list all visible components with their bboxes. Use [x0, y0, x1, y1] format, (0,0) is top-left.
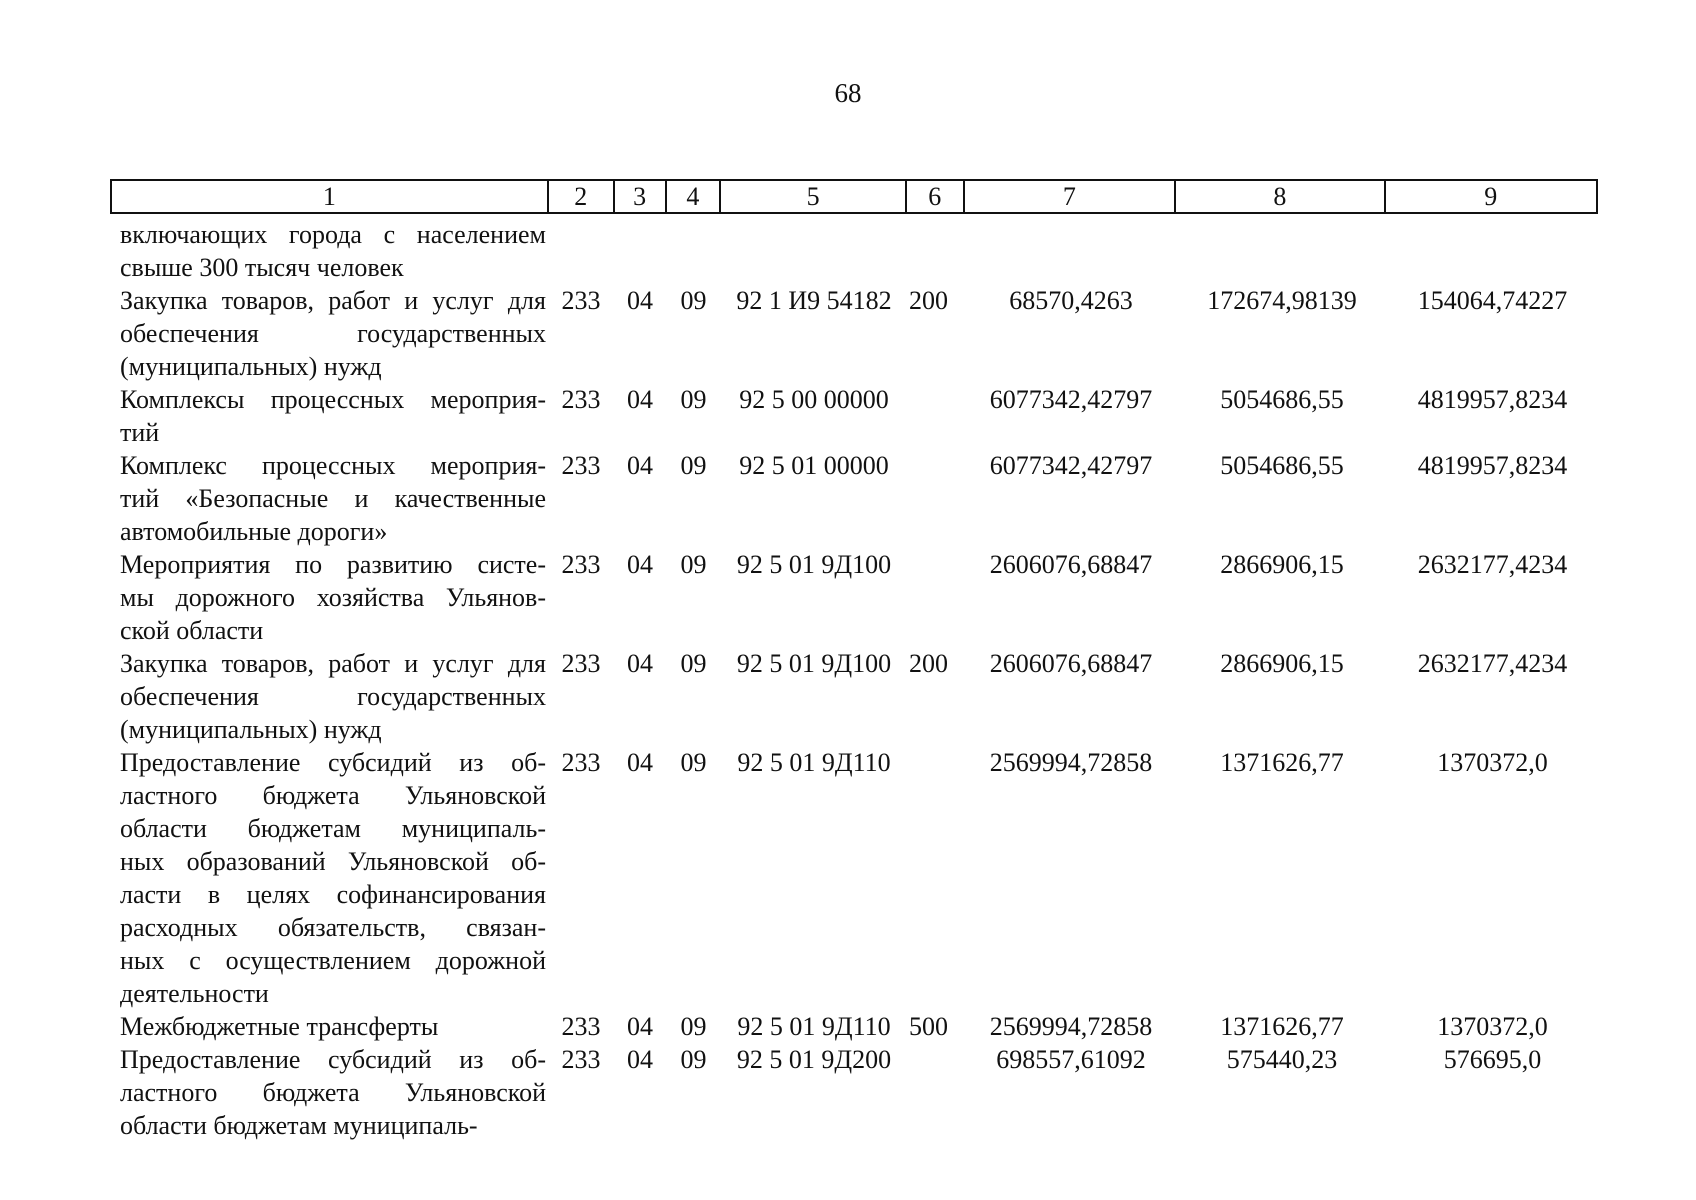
row-amount-col7: 2606076,68847	[989, 550, 1153, 579]
table-row	[110, 1010, 1598, 1043]
row-name-line: (муниципальных) нужд	[120, 715, 382, 744]
row-target-article: 92 1 И9 54182	[736, 286, 892, 315]
row-amount-col7: 2569994,72858	[989, 1012, 1153, 1041]
row-expense-type: 200	[909, 286, 948, 315]
row-name-line: области бюджетам муниципаль-	[120, 1111, 478, 1140]
header-col-2: 2	[549, 181, 615, 212]
table-row	[110, 284, 1598, 383]
header-col-8: 8	[1176, 181, 1385, 212]
row-name	[110, 383, 548, 449]
row-chapter-code: 233	[561, 286, 601, 315]
row-amount-col9: 1370372,0	[1437, 1012, 1548, 1041]
row-expense-type: 200	[909, 649, 948, 678]
row-section-code: 04	[627, 451, 653, 480]
row-amount-col9: 154064,74227	[1417, 286, 1568, 315]
row-chapter-code: 233	[561, 550, 601, 579]
row-target-article: 92 5 01 9Д110	[737, 748, 891, 777]
row-name	[110, 284, 548, 383]
header-col-1: 1	[112, 181, 549, 212]
row-name-line: автомобильные дороги»	[120, 517, 388, 546]
row-chapter-code: 233	[561, 1045, 601, 1074]
table-row	[110, 746, 1598, 1010]
row-amount-col8: 2866906,15	[1220, 649, 1344, 678]
row-subsection-code: 09	[680, 385, 707, 414]
row-amount-col9: 4819957,8234	[1417, 385, 1568, 414]
row-target-article: 92 5 01 9Д110	[737, 1012, 891, 1041]
table-row	[110, 218, 1598, 284]
header-col-3: 3	[615, 181, 667, 212]
row-name-line: обеспечения государственных	[120, 319, 546, 348]
row-subsection-code: 09	[680, 748, 707, 777]
row-amount-col8: 5054686,55	[1220, 385, 1344, 414]
row-name-line: Комплекс процессных мероприя-	[120, 451, 546, 480]
table-row	[110, 383, 1598, 449]
page-number: 68	[834, 78, 862, 108]
row-target-article: 92 5 01 9Д200	[736, 1045, 892, 1074]
row-target-article: 92 5 01 9Д100	[736, 550, 892, 579]
row-target-article: 92 5 01 00000	[739, 451, 889, 480]
row-name-line: обеспечения государственных	[120, 682, 546, 711]
row-amount-col7: 698557,61092	[996, 1045, 1146, 1074]
row-subsection-code: 09	[680, 286, 707, 315]
table-row	[110, 548, 1598, 647]
row-name-line: тий	[120, 418, 160, 447]
row-amount-col7: 6077342,42797	[989, 451, 1153, 480]
row-amount-col8: 172674,98139	[1207, 286, 1357, 315]
row-name	[110, 548, 548, 647]
row-name-line: Мероприятия по развитию систе-	[120, 550, 546, 579]
row-name	[110, 218, 548, 284]
row-name-line: расходных обязательств, связан-	[120, 913, 546, 942]
row-name-line: включающих города с населением	[120, 220, 546, 249]
row-target-article: 92 5 00 00000	[739, 385, 889, 414]
row-name-line: ластного бюджета Ульяновской	[120, 1078, 546, 1107]
row-name	[110, 746, 548, 1010]
table-row	[110, 647, 1598, 746]
row-amount-col7: 68570,4263	[1009, 286, 1133, 315]
row-section-code: 04	[627, 1012, 653, 1041]
row-name-line: (муниципальных) нужд	[120, 352, 382, 381]
row-amount-col9: 2632177,4234	[1417, 649, 1568, 678]
table-row	[110, 449, 1598, 548]
row-section-code: 04	[627, 550, 653, 579]
row-amount-col9: 2632177,4234	[1417, 550, 1568, 579]
row-name	[110, 1010, 548, 1043]
row-subsection-code: 09	[680, 451, 707, 480]
row-chapter-code: 233	[561, 385, 601, 414]
header-col-9: 9	[1484, 182, 1498, 211]
row-name-line: ластного бюджета Ульяновской	[120, 781, 546, 810]
row-chapter-code: 233	[561, 1012, 601, 1041]
table-body	[110, 218, 1598, 1142]
row-name-line: Закупка товаров, работ и услуг для	[120, 649, 546, 678]
row-amount-col8: 575440,23	[1226, 1045, 1338, 1074]
row-amount-col8: 2866906,15	[1220, 550, 1344, 579]
row-section-code: 04	[627, 649, 653, 678]
row-section-code: 04	[627, 1045, 653, 1074]
row-subsection-code: 09	[680, 649, 707, 678]
row-section-code: 04	[627, 748, 653, 777]
row-chapter-code: 233	[561, 451, 601, 480]
row-name-line: тий «Безопасные и качественные	[120, 484, 546, 513]
row-name	[110, 449, 548, 548]
row-amount-col7: 2569994,72858	[989, 748, 1153, 777]
row-target-article: 92 5 01 9Д100	[736, 649, 892, 678]
row-name-line: мы дорожного хозяйства Ульянов-	[120, 583, 546, 612]
header-col-7: 7	[965, 181, 1176, 212]
header-col-4: 4	[667, 181, 722, 212]
row-name-line: ных образований Ульяновской об-	[120, 847, 546, 876]
row-name-line: Предоставление субсидий из об-	[120, 748, 546, 777]
row-name-line: деятельности	[120, 979, 269, 1008]
row-subsection-code: 09	[680, 550, 707, 579]
row-subsection-code: 09	[680, 1012, 707, 1041]
row-amount-col7: 6077342,42797	[989, 385, 1153, 414]
row-name-line: ных с осуществлением дорожной	[120, 946, 546, 975]
row-subsection-code: 09	[680, 1045, 707, 1074]
table-header	[110, 179, 1598, 214]
row-chapter-code: 233	[561, 649, 601, 678]
row-name-line: Комплексы процессных мероприя-	[120, 385, 546, 414]
row-name-line: Закупка товаров, работ и услуг для	[120, 286, 546, 315]
row-name-line: Предоставление субсидий из об-	[120, 1045, 546, 1074]
row-expense-type: 500	[909, 1012, 948, 1041]
row-name	[110, 647, 548, 746]
row-name-line: ской области	[120, 616, 264, 645]
row-name-line: свыше 300 тысяч человек	[120, 253, 404, 282]
table-row	[110, 1043, 1598, 1142]
row-name-line: области бюджетам муниципаль-	[120, 814, 546, 843]
row-section-code: 04	[627, 286, 653, 315]
row-amount-col8: 1371626,77	[1220, 748, 1344, 777]
row-section-code: 04	[627, 385, 653, 414]
row-amount-col8: 1371626,77	[1220, 1012, 1344, 1041]
row-name-line: ласти в целях софинансирования	[120, 880, 546, 909]
header-col-5: 5	[721, 181, 907, 212]
row-chapter-code: 233	[561, 748, 601, 777]
row-amount-col9: 576695,0	[1443, 1045, 1542, 1074]
row-name-line: Межбюджетные трансферты	[120, 1012, 439, 1041]
row-amount-col8: 5054686,55	[1220, 451, 1344, 480]
header-col-6: 6	[907, 181, 965, 212]
row-amount-col9: 4819957,8234	[1417, 451, 1568, 480]
row-name	[110, 1043, 548, 1142]
row-amount-col7: 2606076,68847	[989, 649, 1153, 678]
row-amount-col9: 1370372,0	[1437, 748, 1548, 777]
